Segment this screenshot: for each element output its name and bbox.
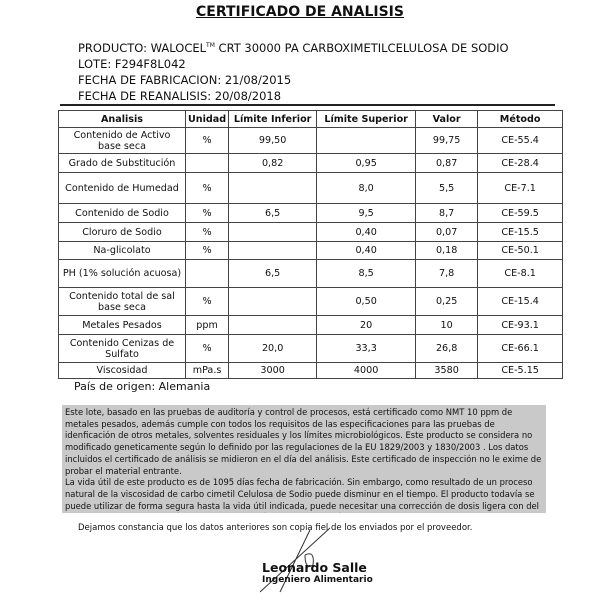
divider: [60, 104, 555, 106]
table-row: [59, 128, 563, 154]
table-cell: 0,50: [317, 288, 416, 316]
product-info: [78, 38, 509, 104]
table-cell: 20: [317, 316, 416, 335]
table-cell: Contenido total de sal base seca: [59, 288, 186, 316]
column-header: Método: [478, 111, 563, 128]
column-header: Analisis: [59, 111, 186, 128]
table-cell: ppm: [186, 316, 229, 335]
table-cell: [186, 260, 229, 288]
table-cell: 0,82: [229, 154, 317, 173]
table-cell: 7,8: [416, 260, 478, 288]
table-cell: CE-50.1: [478, 242, 563, 260]
product-line: [78, 38, 509, 56]
table-cell: %: [186, 204, 229, 223]
table-row: [59, 335, 563, 363]
product-name: CRT 30000 PA CARBOXIMETILCELULOSA DE SODIO: [214, 40, 509, 55]
column-header: Límite Inferior: [229, 111, 317, 128]
table-cell: CE-8.1: [478, 260, 563, 288]
table-cell: Cloruro de Sodio: [59, 223, 186, 242]
table-cell: Contenido de Humedad: [59, 173, 186, 204]
column-header: Unidad: [186, 111, 229, 128]
table-cell: CE-15.5: [478, 223, 563, 242]
analysis-table: [58, 110, 563, 379]
table-cell: [229, 173, 317, 204]
table-cell: mPa.s: [186, 363, 229, 379]
table-row: [59, 316, 563, 335]
table-cell: CE-59.5: [478, 204, 563, 223]
table-cell: 26,8: [416, 335, 478, 363]
table-cell: %: [186, 288, 229, 316]
table-cell: PH (1% solución acuosa): [59, 260, 186, 288]
table-cell: CE-55.4: [478, 128, 563, 154]
table-cell: 3580: [416, 363, 478, 379]
table-cell: 0,95: [317, 154, 416, 173]
table-cell: CE-15.4: [478, 288, 563, 316]
table-row: [59, 204, 563, 223]
table-cell: 6,5: [229, 260, 317, 288]
disclaimer-box: [62, 405, 546, 513]
shelf-life-text: La vida útil de este producto es de 1095 días fecha de fabricación. Sin embargo, como resultado de un proceso natural de la viscosidad de carbo cimetil Celulosa de Sodio puede disminur en el tiempo. El producto todavía se puede utilizar de forma segura hasta la vida útil indicada, puede necesitar una corrección de dosis ligera con del: [65, 477, 539, 511]
table-cell: CE-66.1: [478, 335, 563, 363]
trademark: TM: [206, 42, 215, 49]
table-cell: 8,0: [317, 173, 416, 204]
table-cell: CE-93.1: [478, 316, 563, 335]
table-cell: 9,5: [317, 204, 416, 223]
column-header: Límite Superior: [317, 111, 416, 128]
manufacture-date: FECHA DE FABRICACION: 21/08/2015: [78, 72, 292, 87]
lot: LOTE: F294F8L042: [78, 56, 186, 71]
table-cell: Na-glicolato: [59, 242, 186, 260]
table-cell: Grado de Substitución: [59, 154, 186, 173]
table-cell: 6,5: [229, 204, 317, 223]
table-cell: 99,75: [416, 128, 478, 154]
table-cell: 10: [416, 316, 478, 335]
signer-name: Leonardo Salle: [262, 560, 367, 575]
origin-country: País de origen: Alemania: [74, 380, 211, 393]
table-cell: 0,40: [317, 242, 416, 260]
table-cell: 8,7: [416, 204, 478, 223]
table-cell: [186, 154, 229, 173]
table-row: [59, 288, 563, 316]
table-cell: 4000: [317, 363, 416, 379]
table-row: [59, 223, 563, 242]
table-cell: Contenido de Sodio: [59, 204, 186, 223]
table-row: [59, 173, 563, 204]
table-cell: CE-28.4: [478, 154, 563, 173]
table-cell: %: [186, 242, 229, 260]
column-header: Valor: [416, 111, 478, 128]
signature-block: [262, 560, 373, 585]
table-cell: Contenido de Activo base seca: [59, 128, 186, 154]
table-cell: 0,40: [317, 223, 416, 242]
table-row: [59, 154, 563, 173]
product-label: PRODUCTO: WALOCEL: [78, 40, 207, 55]
table-cell: [229, 242, 317, 260]
table-cell: 33,3: [317, 335, 416, 363]
table-cell: 5,5: [416, 173, 478, 204]
disclaimer-text: Este lote, basado en las pruebas de auditoría y control de procesos, está certificado como NMT 10 ppm de metales pesados, además cumple con todos los requisitos de las especificaciones para las pruebas de idenficación de otros metales, solventes residuales y los límites microbiológicos. Este producto se considera no modificado geneticamente según lo definido por las regulaciones de la EU 1829/2003 y 1830/2003 . Los datos incluidos el certificado de análisis se midieron en el día del análisis. Este certificado de inspección no le exime de probar el material entrante.: [65, 407, 542, 476]
table-cell: 99,50: [229, 128, 317, 154]
table-cell: 0,18: [416, 242, 478, 260]
table-row: [59, 363, 563, 379]
table-cell: Viscosidad: [59, 363, 186, 379]
table-cell: [229, 223, 317, 242]
table-cell: 0,07: [416, 223, 478, 242]
copy-statement: Dejamos constancia que los datos anteriores son copia fiel de los enviados por el proveedor.: [78, 523, 473, 533]
table-cell: %: [186, 173, 229, 204]
table-cell: [317, 128, 416, 154]
table-cell: Contenido Cenizas de Sulfato: [59, 335, 186, 363]
table-cell: [229, 288, 317, 316]
table-row: [59, 242, 563, 260]
table-cell: %: [186, 335, 229, 363]
table-cell: [229, 316, 317, 335]
document-title: CERTIFICADO DE ANALISIS: [196, 4, 404, 20]
table-cell: CE-7.1: [478, 173, 563, 204]
table-cell: 0,25: [416, 288, 478, 316]
table-row: [59, 260, 563, 288]
table-cell: %: [186, 128, 229, 154]
table-cell: %: [186, 223, 229, 242]
table-cell: Metales Pesados: [59, 316, 186, 335]
table-cell: 20,0: [229, 335, 317, 363]
table-cell: 0,87: [416, 154, 478, 173]
signer-role: Ingeniero Alimentario: [262, 575, 373, 585]
reanalysis-date: FECHA DE REANALISIS: 20/08/2018: [78, 88, 282, 103]
table-cell: 3000: [229, 363, 317, 379]
table-cell: CE-5.15: [478, 363, 563, 379]
table-cell: 8,5: [317, 260, 416, 288]
